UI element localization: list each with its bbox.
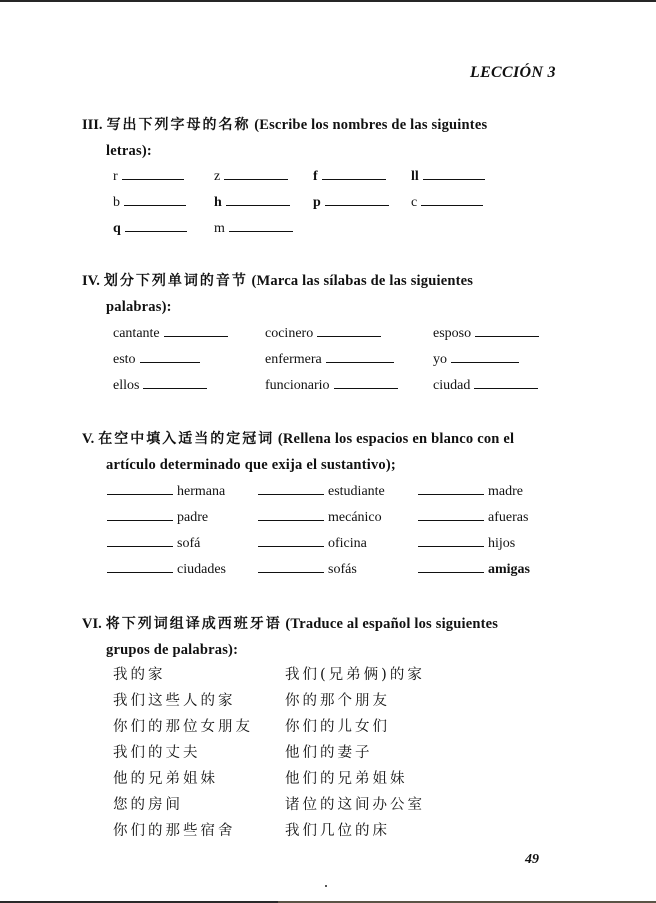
answer-blank[interactable]	[258, 508, 324, 521]
answer-blank[interactable]	[122, 167, 184, 180]
section-vi-title	[82, 611, 576, 663]
noun: padre	[177, 510, 209, 525]
phrase: 我们的丈夫	[113, 745, 201, 761]
word: esto	[113, 352, 136, 367]
section-title-chinese: 将下列词组译成西班牙语	[105, 616, 282, 632]
section-title-spanish-cont: grupos de palabras):	[106, 642, 239, 658]
noun: afueras	[488, 510, 529, 525]
answer-blank[interactable]	[258, 482, 324, 495]
answer-blank[interactable]	[107, 482, 173, 495]
noun: mecánico	[328, 510, 382, 525]
letter: f	[313, 169, 318, 184]
answer-blank[interactable]	[124, 193, 186, 206]
letter: h	[214, 195, 222, 210]
letter: c	[411, 195, 418, 210]
answer-blank[interactable]	[474, 376, 538, 389]
section-number: VI.	[82, 616, 102, 632]
word: enfermera	[265, 352, 322, 367]
section-title-spanish-cont: letras):	[106, 143, 152, 159]
phrase: 诸位的这间办公室	[285, 797, 425, 813]
answer-blank[interactable]	[140, 350, 200, 363]
noun: estudiante	[328, 484, 385, 499]
letter: q	[113, 221, 121, 236]
word: yo	[433, 352, 447, 367]
noun: hijos	[488, 536, 516, 551]
noun: sofá	[177, 536, 201, 551]
answer-blank[interactable]	[229, 219, 293, 232]
answer-blank[interactable]	[334, 376, 398, 389]
answer-blank[interactable]	[322, 167, 386, 180]
section-title-chinese: 划分下列单词的音节	[103, 273, 248, 289]
answer-blank[interactable]	[125, 219, 187, 232]
phrase: 你的那个朋友	[285, 693, 390, 709]
lesson-header: LECCIÓN 3	[470, 64, 556, 81]
noun: madre	[488, 484, 523, 499]
section-number: IV.	[82, 273, 100, 289]
answer-blank[interactable]	[143, 376, 207, 389]
answer-blank[interactable]	[325, 193, 389, 206]
phrase: 你们的那些宿舍	[113, 823, 236, 839]
phrase: 我们这些人的家	[113, 693, 236, 709]
section-title-spanish-cont: artículo determinado que exija el sustantivo);	[106, 457, 396, 473]
answer-blank[interactable]	[421, 193, 483, 206]
section-title-chinese: 在空中填入适当的定冠词	[98, 431, 275, 447]
phrase: 你们的那位女朋友	[113, 719, 253, 735]
answer-blank[interactable]	[317, 324, 381, 337]
phrase: 我们几位的床	[285, 823, 390, 839]
word: ciudad	[433, 378, 471, 393]
answer-blank[interactable]	[107, 560, 173, 573]
answer-blank[interactable]	[418, 508, 484, 521]
section-iv-title	[82, 268, 576, 320]
section-v-title	[82, 426, 576, 478]
letter: m	[214, 221, 225, 236]
letter: p	[313, 195, 321, 210]
answer-blank[interactable]	[224, 167, 288, 180]
section-title-spanish-cont: palabras):	[106, 299, 172, 315]
section-title-spanish: (Escribe los nombres de las siguintes	[254, 117, 488, 133]
phrase: 你们的儿女们	[285, 719, 390, 735]
answer-blank[interactable]	[418, 560, 484, 573]
noun: hermana	[177, 484, 226, 499]
word: ellos	[113, 378, 140, 393]
answer-blank[interactable]	[423, 167, 485, 180]
answer-blank[interactable]	[258, 560, 324, 573]
phrase: 您的房间	[113, 797, 183, 813]
noun: sofás	[328, 562, 357, 577]
phrase: 他的兄弟姐妹	[113, 771, 218, 787]
word: funcionario	[265, 378, 330, 393]
section-number: V.	[82, 431, 95, 447]
answer-blank[interactable]	[164, 324, 228, 337]
section-title-spanish: (Marca las sílabas de las siguientes	[251, 273, 474, 289]
letter: r	[113, 169, 118, 184]
phrase: 他们的兄弟姐妹	[285, 771, 408, 787]
noun: oficina	[328, 536, 367, 551]
phrase: 我们(兄弟俩)的家	[285, 667, 425, 683]
scan-speck	[325, 885, 327, 887]
answer-blank[interactable]	[107, 508, 173, 521]
answer-blank[interactable]	[226, 193, 290, 206]
word: cocinero	[265, 326, 314, 341]
answer-blank[interactable]	[258, 534, 324, 547]
section-title-spanish: (Rellena los espacios en blanco con el	[277, 431, 515, 447]
page-number: 49	[525, 852, 539, 867]
section-number: III.	[82, 117, 103, 133]
phrase: 他们的妻子	[285, 745, 373, 761]
phrase: 我的家	[113, 667, 166, 683]
section-title-chinese: 写出下列字母的名称	[106, 117, 251, 133]
page-top-edge	[0, 0, 656, 2]
letter: b	[113, 195, 120, 210]
section-title-spanish: (Traduce al español los siguientes	[285, 616, 499, 632]
noun: ciudades	[177, 562, 226, 577]
word: cantante	[113, 326, 160, 341]
answer-blank[interactable]	[326, 350, 394, 363]
letter: z	[214, 169, 221, 184]
answer-blank[interactable]	[418, 534, 484, 547]
answer-blank[interactable]	[107, 534, 173, 547]
noun: amigas	[488, 562, 530, 577]
answer-blank[interactable]	[451, 350, 519, 363]
word: esposo	[433, 326, 472, 341]
answer-blank[interactable]	[475, 324, 539, 337]
answer-blank[interactable]	[418, 482, 484, 495]
letter: ll	[411, 169, 419, 184]
section-iii-title	[82, 112, 576, 164]
